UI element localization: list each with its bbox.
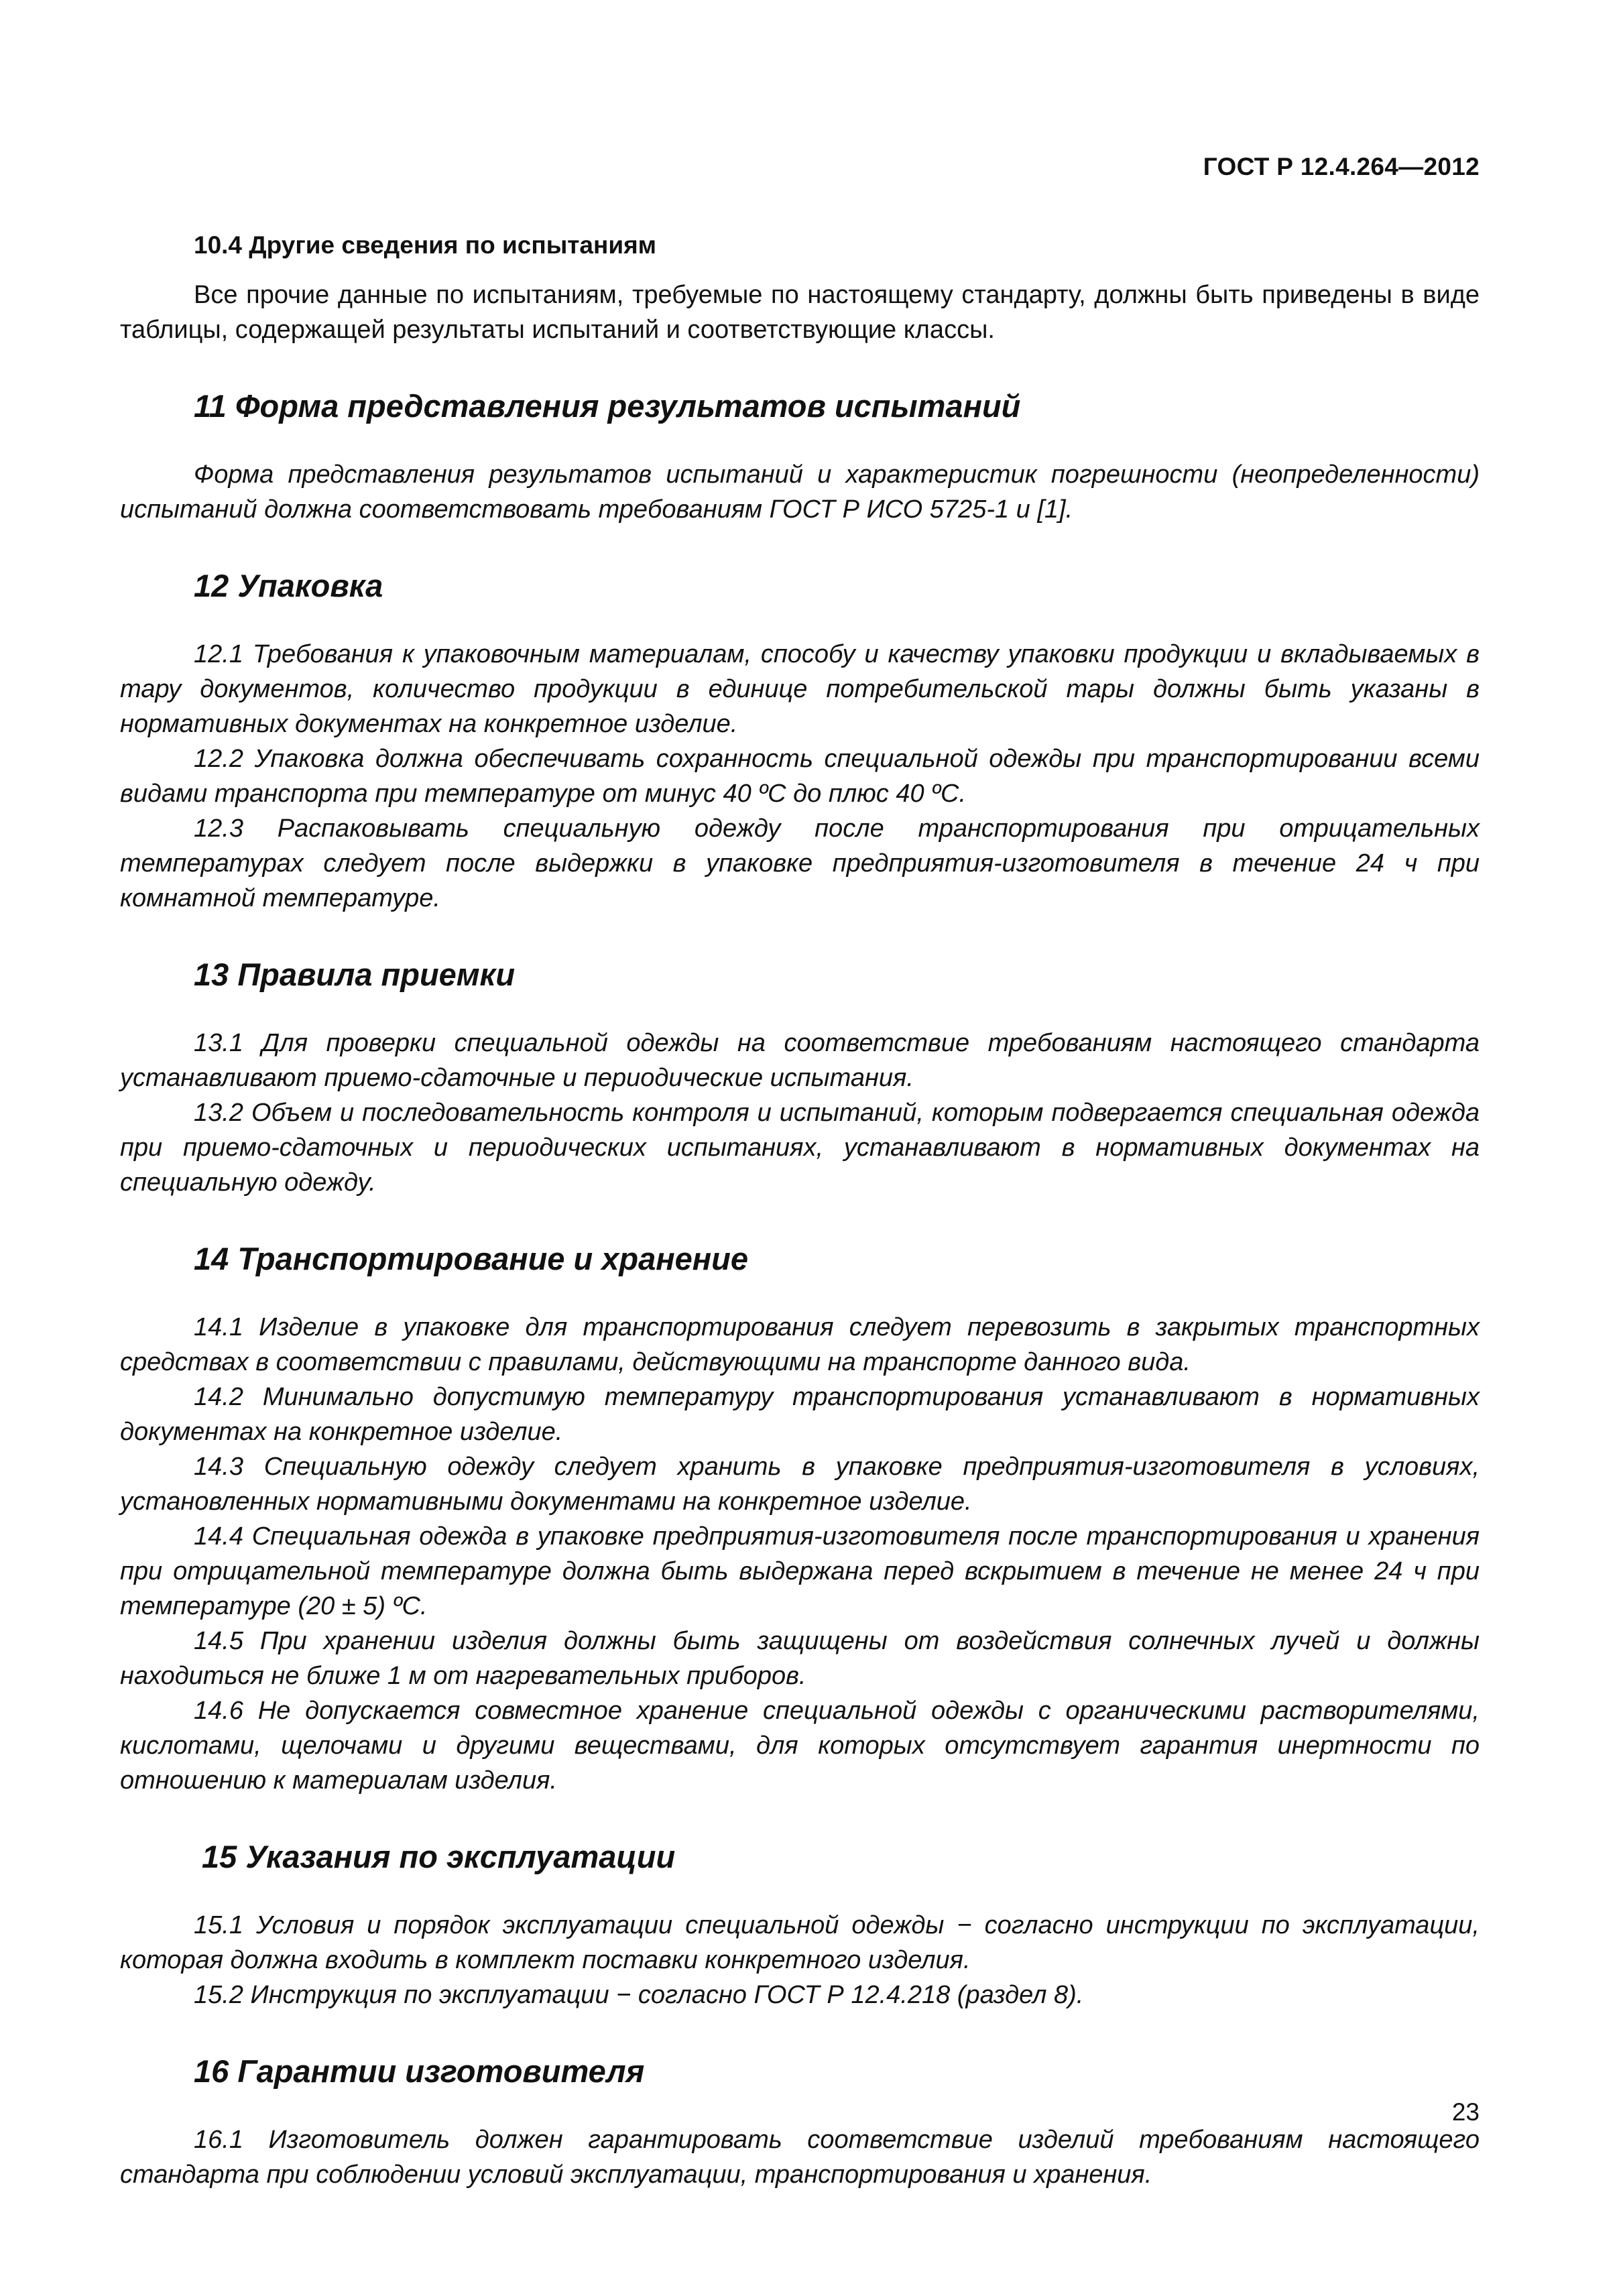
paragraph-14-3: 14.3 Специальную одежду следует хранить в упаковке предприятия-изготовителя в условиях, установленных нормативными документами на конкретное изделие. — [120, 1453, 1480, 1516]
paragraph-13-2: 13.2 Объем и последовательность контроля и испытаний, которым подвергается специальная одежда при приемо-сдаточных и периодических испытаниях, устанавливают в нормативных документах на специальную одежду. — [120, 1099, 1480, 1197]
section-title-15: 15 Указания по эксплуатации — [202, 1839, 676, 1874]
subsection-title-10-4: 10.4 Другие сведения по испытаниям — [194, 231, 657, 259]
paragraph-11: Форма представления результатов испытаний и характеристик погрешности (неопределенности) испытаний должна соответствовать требованиям ГОСТ Р ИСО 5725-1 и [1]. — [120, 461, 1480, 524]
paragraph-12-2: 12.2 Упаковка должна обеспечивать сохранность специальной одежды при транспортировании всеми видами транспорта при температуре от минус 40 ºС до плюс 40 ºС. — [120, 745, 1480, 808]
paragraph-12-3: 12.3 Распаковывать специальную одежду после транспортирования при отрицательных температурах следует после выдержки в упаковке предприятия-изготовителя в течение 24 ч при комнатной температуре. — [120, 814, 1480, 912]
paragraph-14-6: 14.6 Не допускается совместное хранение специальной одежды с органическими растворителями, кислотами, щелочами и другими веществами, для которых отсутствует гарантия инертности по отношению к материалам изделия. — [120, 1697, 1480, 1795]
section-title-13: 13 Правила приемки — [194, 957, 516, 992]
paragraph-12-1: 12.1 Требования к упаковочным материалам, способу и качеству упаковки продукции и вкладываемых в тару документов, количество продукции в единице потребительской тары должны быть указаны в нормативных документах на конкретное изделие. — [120, 640, 1480, 738]
paragraph-16-1: 16.1 Изготовитель должен гарантировать соответствие изделий требованиям настоящего стандарта при соблюдении условий эксплуатации, транспортирования и хранения. — [120, 2126, 1480, 2189]
paragraph-14-2: 14.2 Минимально допустимую температуру транспортирования устанавливают в нормативных документах на конкретное изделие. — [120, 1383, 1480, 1446]
section-title-11: 11 Форма представления результатов испытаний — [194, 388, 1021, 424]
paragraph-14-1: 14.1 Изделие в упаковке для транспортирования следует перевозить в закрытых транспортных средствах в соответствии с правилами, действующими на транспорте данного вида. — [120, 1313, 1480, 1376]
page-body — [120, 228, 1480, 2192]
section-title-16: 16 Гарантии изготовителя — [194, 2053, 645, 2089]
paragraph-14-5: 14.5 При хранении изделия должны быть защищены от воздействия солнечных лучей и должны находиться не ближе 1 м от нагревательных приборов. — [120, 1627, 1480, 1690]
paragraph-14-4: 14.4 Специальная одежда в упаковке предприятия-изготовителя после транспортирования и хранения при отрицательной температуре должна быть выдержана перед вскрытием в течение не менее 24 ч при температуре (20 ± 5) ºС. — [120, 1522, 1480, 1620]
paragraph-15-1: 15.1 Условия и порядок эксплуатации специальной одежды − согласно инструкции по эксплуатации, которая должна входить в комплект поставки конкретного изделия. — [120, 1911, 1480, 1974]
paragraph-10-4: Все прочие данные по испытаниям, требуемые по настоящему стандарту, должны быть приведены в виде таблицы, содержащей результаты испытаний и соответствующие классы. — [120, 281, 1480, 344]
section-title-12: 12 Упаковка — [194, 568, 383, 603]
paragraph-15-2: 15.2 Инструкция по эксплуатации − согласно ГОСТ Р 12.4.218 (раздел 8). — [194, 1981, 1084, 2009]
paragraph-13-1: 13.1 Для проверки специальной одежды на соответствие требованиям настоящего стандарта устанавливают приемо-сдаточные и периодические испытания. — [120, 1029, 1480, 1092]
page-number: 23 — [1451, 2098, 1480, 2126]
section-title-14: 14 Транспортирование и хранение — [194, 1241, 749, 1276]
document-code-header: ГОСТ Р 12.4.264—2012 — [1203, 153, 1480, 180]
